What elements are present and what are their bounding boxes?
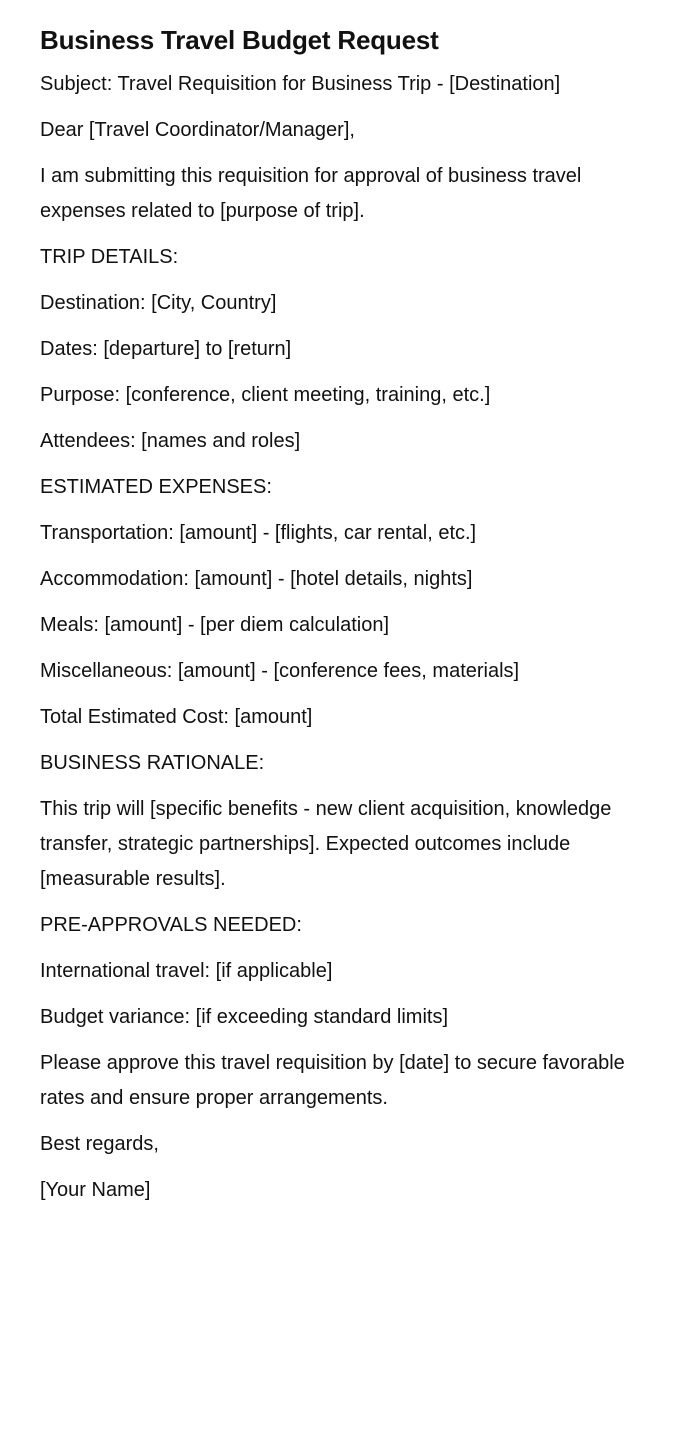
section-heading-estimated-expenses: ESTIMATED EXPENSES: bbox=[40, 476, 272, 498]
expense-total: Total Estimated Cost: [amount] bbox=[40, 706, 313, 728]
document-title: Business Travel Budget Request bbox=[40, 25, 439, 55]
detail-destination: Destination: [City, Country] bbox=[40, 292, 277, 314]
signature-name: [Your Name] bbox=[40, 1179, 151, 1201]
salutation: Dear [Travel Coordinator/Manager], bbox=[40, 119, 355, 141]
detail-attendees: Attendees: [names and roles] bbox=[40, 430, 301, 452]
expense-transportation: Transportation: [amount] - [flights, car rental, etc.] bbox=[40, 522, 477, 544]
subject-line: Subject: Travel Requisition for Business Trip - [Destination] bbox=[40, 73, 561, 95]
detail-dates: Dates: [departure] to [return] bbox=[40, 338, 292, 360]
detail-purpose: Purpose: [conference, client meeting, training, etc.] bbox=[40, 384, 491, 406]
section-heading-trip-details: TRIP DETAILS: bbox=[40, 246, 179, 268]
sign-off: Best regards, bbox=[40, 1133, 159, 1155]
expense-accommodation: Accommodation: [amount] - [hotel details, nights] bbox=[40, 568, 473, 590]
preapproval-budget-variance: Budget variance: [if exceeding standard limits] bbox=[40, 1006, 448, 1028]
rationale-paragraph: This trip will [specific benefits - new client acquisition, knowledge transfer, strategic partnerships]. Expected outcomes include [measurable results]. bbox=[40, 798, 612, 890]
expense-miscellaneous: Miscellaneous: [amount] - [conference fees, materials] bbox=[40, 660, 520, 682]
expense-meals: Meals: [amount] - [per diem calculation] bbox=[40, 614, 390, 636]
closing-request: Please approve this travel requisition by [date] to secure favorable rates and ensure proper arrangements. bbox=[40, 1052, 625, 1109]
preapproval-international: International travel: [if applicable] bbox=[40, 960, 333, 982]
intro-paragraph: I am submitting this requisition for approval of business travel expenses related to [purpose of trip]. bbox=[40, 165, 582, 222]
section-heading-pre-approvals: PRE-APPROVALS NEEDED: bbox=[40, 914, 302, 936]
section-heading-business-rationale: BUSINESS RATIONALE: bbox=[40, 752, 265, 774]
